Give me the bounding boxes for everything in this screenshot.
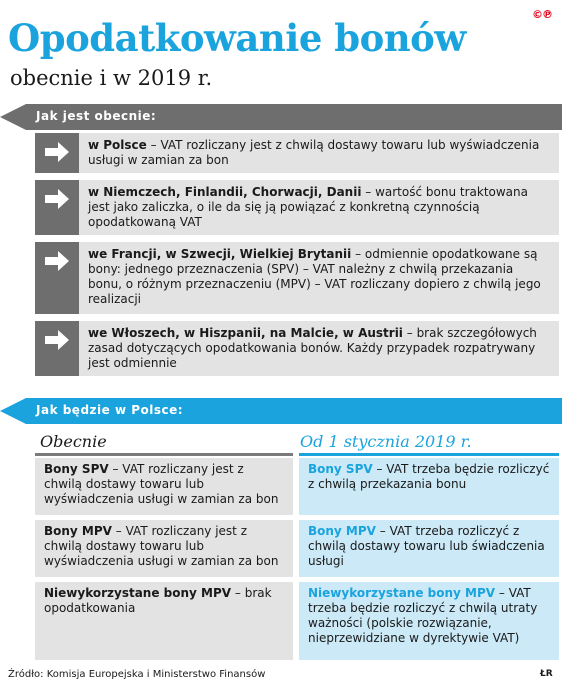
- country-name: w Niemczech, Finlandii, Chorwacji, Danii: [88, 185, 362, 199]
- source-note: Źródło: Komisja Europejska i Ministerstwo Finansów: [8, 669, 266, 680]
- rule-description: – VAT rozliczany jest z chwilą dostawy towaru lub wyświadczenia usługi w zamian za bon: [88, 138, 540, 167]
- arrow-right-icon: [45, 329, 69, 351]
- list-item: [35, 242, 559, 314]
- rule-description: – VAT rozliczany jest z chwilą dostawy towaru lub wyświadczenia usługi w zamian za bon: [44, 462, 279, 506]
- table-cell-current: [35, 458, 293, 515]
- column-header-2019: Od 1 stycznia 2019 r.: [300, 432, 472, 451]
- table-cell-2019: [299, 582, 559, 660]
- country-name: we Włoszech, w Hiszpanii, na Malcie, w Austrii: [88, 326, 403, 340]
- rule-description: – wartość bonu traktowana jest jako zaliczka, o ile da się ją powiązać z konkretną czynnością opodatkowaną VAT: [88, 185, 528, 229]
- voucher-type: Bony SPV: [308, 462, 373, 476]
- list-item: [35, 133, 559, 173]
- country-name: w Polsce: [88, 138, 147, 152]
- column-divider: [35, 453, 293, 456]
- table-cell-current: [35, 520, 293, 577]
- voucher-type: Bony MPV: [44, 524, 112, 538]
- rule-description: – VAT trzeba rozliczyć z chwilą dostawy towaru lub świadczenia usługi: [308, 524, 545, 568]
- section-header-future: [0, 398, 562, 424]
- rule-description: – brak opodatkowania: [44, 586, 272, 615]
- voucher-type: Bony SPV: [44, 462, 109, 476]
- table-cell-2019: [299, 458, 559, 515]
- section-header-current: [0, 104, 562, 130]
- page-title: Opodatkowanie bonów: [8, 16, 466, 60]
- rule-description: – VAT rozliczany jest z chwilą dostawy towaru lub wyświadczenia usługi w zamian za bon: [44, 524, 279, 568]
- rule-description: – VAT trzeba będzie rozliczyć z chwilą przekazania bonu: [308, 462, 550, 491]
- column-header-current: Obecnie: [40, 432, 107, 451]
- column-divider: [299, 453, 559, 456]
- page-subtitle: obecnie i w 2019 r.: [10, 66, 213, 90]
- arrow-right-icon: [45, 250, 69, 272]
- voucher-type: Bony MPV: [308, 524, 376, 538]
- author-initials: ŁR: [540, 669, 553, 679]
- section-label-current: Jak jest obecnie:: [36, 109, 157, 123]
- table-cell-2019: [299, 520, 559, 577]
- copyright-logo: ©℗: [532, 8, 552, 21]
- list-item: [35, 180, 559, 235]
- country-name: we Francji, w Szwecji, Wielkiej Brytanii: [88, 247, 352, 261]
- voucher-type: Niewykorzystane bony MPV: [308, 586, 496, 600]
- rule-description: – VAT trzeba będzie rozliczyć z chwilą utraty ważności (polskie rozwiązanie, nieprzewidziane w dyrektywie VAT): [308, 586, 538, 645]
- arrow-right-icon: [45, 141, 69, 163]
- section-label-future: Jak będzie w Polsce:: [36, 403, 184, 417]
- table-cell-current: [35, 582, 293, 660]
- arrow-right-icon: [45, 188, 69, 210]
- voucher-type: Niewykorzystane bony MPV: [44, 586, 232, 600]
- list-item: [35, 321, 559, 376]
- rule-description: – odmiennie opodatkowane są bony: jednego przeznaczenia (SPV) – VAT należny z chwilą przekazania bonu, o różnym przeznaczeniu (MPV) – VAT rozliczany dopiero z chwilą jego realizacji: [88, 247, 541, 306]
- rule-description: – brak szczegółowych zasad dotyczących opodatkowania bonów. Każdy przypadek rozpatrywany jest odmiennie: [88, 326, 537, 370]
